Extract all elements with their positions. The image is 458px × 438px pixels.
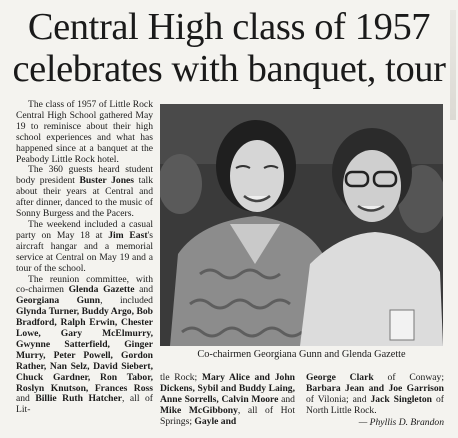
text: tle Rock; [160,372,202,383]
headline-line-1: Central High class of 1957 [27,6,431,48]
name-bold: Jim East [108,229,148,241]
name-bold: Mike McGibbony [160,404,238,416]
name-bold: Glenda Gazette [68,284,135,296]
name-bold: Jack Singleton [370,393,433,405]
paragraph-weekend [16,220,153,275]
text: of North Little Rock. [306,393,444,416]
paragraph-committee [16,275,153,417]
text: The reunion committee, with co-chairmen [16,273,153,296]
article-column-2 [160,373,295,428]
background-person-left [160,154,202,214]
photo-caption: Co-chairmen Georgiana Gunn and Glenda Gazette [197,349,406,360]
text: , included [100,295,153,307]
paragraph-continued-2 [306,373,444,417]
photo-co-chairmen [160,104,443,346]
name-bold: Gayle and [194,415,237,427]
text: of Vilonia; and [306,393,371,405]
text: 's aircraft hangar and a memorial service at Central on May 19 and a tour of the school. [16,229,153,274]
name-bold: Buster Jones [79,175,135,187]
names-bold: Glynda Turner, Buddy Argo, Bob Bradford, Ralph Erwin, Chester Lowe, Gary McElmurry, Gwynne Satterfield, Ginger Murry, Peter Powell, Gordon Rather, Nan Selz, David Siebert, Chuck Gardner, Ron Tabor, Roslyn Knutson, Frances Ross [16,306,153,394]
photo-illustration [160,104,443,346]
name-bold: Billie Ruth Hatcher [35,393,123,405]
name-bold: George Clark [306,372,374,383]
text: , all of Lit- [16,393,153,416]
text: of Conway; [373,372,444,383]
byline: — Phyllis D. Brandon [358,416,444,428]
names-bold: Mary Alice and John Dickens, Sybil and Buddy Laing, Anne Sorrells, Calvin Moore [160,372,295,405]
article-column-3 [306,373,444,429]
text: , all of Hot Springs; [160,404,295,427]
paragraph-continued [160,373,295,428]
headline-line-2: celebrates with banquet, tour [12,48,446,90]
text: and [278,393,295,405]
text: and [16,393,36,405]
text: The weekend included a casual party on May 18 at [16,218,153,241]
text: talk about their years at Central and after dinner, danced to the music of Sonny Burgess and the Pacers. [16,175,153,220]
headline [8,6,450,90]
text: The 360 guests heard student body president [16,164,153,187]
text: and [134,284,153,296]
name-badge [390,310,414,340]
paragraph-intro: The class of 1957 of Little Rock Central High School gathered May 19 to reminisce about their high school experiences and what has happened since at a banquet at the Peabody Little Rock hotel. [16,99,153,165]
name-bold: Georgiana Gunn [16,295,101,307]
names-bold: Barbara Jean and Joe Garrison [306,382,444,394]
page-edge-shadow [450,10,456,120]
article-column-1 [16,100,153,416]
paragraph-guests [16,165,153,220]
